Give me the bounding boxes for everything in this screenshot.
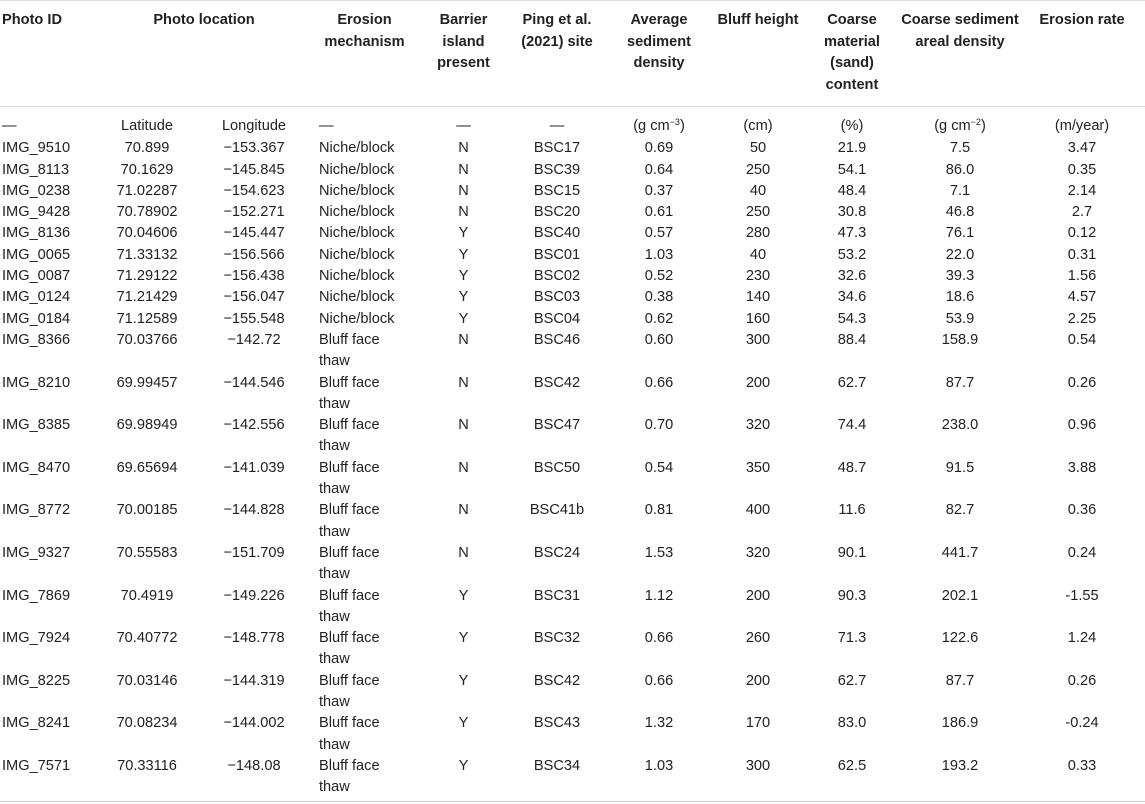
cell-bluff-height: 200 xyxy=(745,374,771,391)
cell-ping-site: BSC17 xyxy=(533,140,581,157)
header-ping-site: Ping et al. (2021) site xyxy=(509,1,605,107)
cell-barrier-island: Y xyxy=(458,310,469,327)
cell-average-density: 0.81 xyxy=(644,502,674,519)
cell-ping-site: BSC43 xyxy=(533,715,581,732)
cell-latitude: 70.00185 xyxy=(116,502,178,519)
cell-erosion-mechanism: Bluff face thaw xyxy=(319,459,380,498)
cell-ping-site: BSC42 xyxy=(533,672,581,689)
cell-longitude: −152.271 xyxy=(223,204,285,221)
cell-coarse-areal-density: 86.0 xyxy=(945,161,975,178)
cell-coarse-areal-density: 39.3 xyxy=(945,268,975,285)
cell-coarse-areal-density: 76.1 xyxy=(945,225,975,242)
cell-bluff-height: 200 xyxy=(745,672,771,689)
cell-coarse-content: 32.6 xyxy=(837,268,867,285)
cell-coarse-areal-density: 7.5 xyxy=(949,140,971,157)
cell-ping-site: BSC03 xyxy=(533,289,581,306)
cell-average-density: 1.53 xyxy=(644,544,674,561)
cell-average-density: 0.57 xyxy=(644,225,674,242)
cell-longitude: −156.438 xyxy=(223,268,285,285)
cell-erosion-mechanism: Niche/block xyxy=(319,225,395,242)
cell-erosion-mechanism: Bluff face thaw xyxy=(319,502,380,540)
cell-bluff-height: 260 xyxy=(745,630,771,647)
cell-coarse-content: 34.6 xyxy=(837,289,867,306)
cell-latitude: 70.08234 xyxy=(116,715,178,732)
units-row xyxy=(0,107,1145,139)
header-average-density: Average sediment density xyxy=(605,1,713,107)
cell-latitude: 70.4919 xyxy=(120,587,174,604)
table-body xyxy=(0,107,1145,802)
cell-erosion-mechanism: Bluff face thaw xyxy=(319,587,380,625)
cell-erosion-mechanism: Niche/block xyxy=(319,140,395,157)
cell-coarse-areal-density: 186.9 xyxy=(941,715,979,732)
cell-latitude: 70.55583 xyxy=(116,544,178,561)
cell-average-density: 1.03 xyxy=(644,246,674,263)
cell-longitude: −144.546 xyxy=(223,374,285,391)
cell-photo-id: IMG_8772 xyxy=(2,502,71,519)
cell-barrier-island: N xyxy=(458,459,469,476)
cell-erosion-rate: 0.96 xyxy=(1067,417,1097,434)
cell-photo-id: IMG_8113 xyxy=(2,161,70,178)
cell-barrier-island: N xyxy=(458,544,469,561)
cell-barrier-island: Y xyxy=(458,587,469,604)
unit-bluff-height: (cm) xyxy=(743,118,773,134)
cell-coarse-content: 54.3 xyxy=(837,310,867,327)
cell-coarse-areal-density: 18.6 xyxy=(945,289,975,306)
cell-barrier-island: Y xyxy=(458,246,469,263)
cell-longitude: −144.828 xyxy=(223,502,285,519)
cell-coarse-areal-density: 202.1 xyxy=(941,587,979,604)
cell-barrier-island: Y xyxy=(418,756,509,801)
cell-erosion-mechanism: Bluff face thaw xyxy=(319,374,380,412)
cell-latitude: 69.99457 xyxy=(116,374,178,391)
cell-bluff-height: 400 xyxy=(745,502,771,519)
cell-bluff-height: 280 xyxy=(745,225,771,242)
cell-average-density: 0.66 xyxy=(644,672,674,689)
unit-coarse-areal-density: (g $cm^{-2}$) xyxy=(934,117,986,134)
header-barrier-island: Barrier island present xyxy=(418,1,509,107)
cell-coarse-areal-density: 87.7 xyxy=(945,672,975,689)
cell-erosion-mechanism: Bluff face thaw xyxy=(319,715,380,753)
cell-coarse-areal-density: 46.8 xyxy=(945,204,975,221)
cell-erosion-mechanism: Bluff face thaw xyxy=(311,756,418,801)
cell-longitude: −148.778 xyxy=(223,630,285,647)
cell-average-density: 0.38 xyxy=(644,289,674,306)
cell-average-density: 0.60 xyxy=(644,331,674,348)
cell-coarse-areal-density: 22.0 xyxy=(945,246,975,263)
cell-erosion-mechanism: Niche/block xyxy=(319,182,395,199)
header-bluff-height: Bluff height xyxy=(713,1,803,107)
table-row xyxy=(0,713,1145,756)
cell-erosion-rate: 0.24 xyxy=(1067,544,1097,561)
cell-coarse-content: 54.1 xyxy=(837,161,867,178)
header-coarse-areal-density: Coarse sediment areal density xyxy=(901,1,1019,107)
cell-latitude: 71.29122 xyxy=(116,268,178,285)
table-row xyxy=(0,245,1145,266)
cell-erosion-mechanism: Niche/block xyxy=(319,246,395,263)
cell-average-density: 1.32 xyxy=(644,715,674,732)
cell-coarse-content: 62.7 xyxy=(837,374,867,391)
cell-erosion-rate: 0.33 xyxy=(1019,756,1145,801)
cell-coarse-areal-density: 193.2 xyxy=(901,756,1019,801)
cell-barrier-island: Y xyxy=(458,289,469,306)
cell-ping-site: BSC02 xyxy=(533,268,581,285)
cell-coarse-content: 48.4 xyxy=(837,182,867,199)
cell-average-density: 0.52 xyxy=(644,268,674,285)
cell-longitude: −156.047 xyxy=(223,289,285,306)
cell-erosion-mechanism: Bluff face thaw xyxy=(319,331,380,370)
cell-coarse-content: 21.9 xyxy=(837,140,867,157)
cell-ping-site: BSC34 xyxy=(509,756,605,801)
cell-latitude: 71.21429 xyxy=(116,289,178,306)
table-row xyxy=(0,373,1145,416)
cell-erosion-rate: 3.47 xyxy=(1067,140,1097,157)
unit-photo-id: — xyxy=(2,118,17,134)
cell-longitude: −144.319 xyxy=(223,672,285,689)
cell-erosion-rate: 0.36 xyxy=(1067,502,1097,519)
cell-latitude: 71.33132 xyxy=(116,246,178,263)
cell-erosion-mechanism: Bluff face thaw xyxy=(319,672,380,711)
cell-erosion-rate: 0.26 xyxy=(1067,672,1097,689)
cell-photo-id: IMG_0087 xyxy=(2,268,71,285)
cell-photo-id: IMG_7571 xyxy=(0,756,97,801)
cell-photo-id: IMG_8241 xyxy=(2,715,71,732)
unit-latitude: Latitude xyxy=(121,118,173,134)
cell-photo-id: IMG_9428 xyxy=(2,204,71,221)
cell-erosion-mechanism: Niche/block xyxy=(319,268,395,285)
cell-erosion-rate: 4.57 xyxy=(1067,289,1097,306)
cell-coarse-areal-density: 158.9 xyxy=(941,331,979,348)
cell-bluff-height: 300 xyxy=(713,756,803,801)
cell-coarse-areal-density: 122.6 xyxy=(941,630,979,647)
cell-latitude: 69.98949 xyxy=(116,417,178,434)
table-row xyxy=(0,266,1145,287)
cell-average-density: 0.64 xyxy=(644,161,674,178)
cell-erosion-rate: 2.14 xyxy=(1067,182,1097,199)
cell-longitude: −144.002 xyxy=(223,715,285,732)
cell-latitude: 71.02287 xyxy=(116,182,178,199)
cell-coarse-content: 71.3 xyxy=(837,630,867,647)
cell-longitude: −145.845 xyxy=(223,161,285,178)
cell-ping-site: BSC40 xyxy=(533,225,581,242)
cell-bluff-height: 320 xyxy=(745,417,771,434)
cell-erosion-rate: 1.56 xyxy=(1067,268,1097,285)
cell-average-density: 0.37 xyxy=(644,182,674,199)
cell-latitude: 69.65694 xyxy=(116,459,178,476)
cell-longitude: −145.447 xyxy=(223,225,285,242)
cell-coarse-content: 88.4 xyxy=(837,331,867,348)
cell-photo-id: IMG_7924 xyxy=(2,630,71,647)
cell-erosion-rate: 2.7 xyxy=(1071,204,1093,221)
cell-longitude: −142.72 xyxy=(227,331,281,348)
cell-barrier-island: N xyxy=(458,182,469,199)
cell-longitude: −141.039 xyxy=(223,459,285,476)
header-erosion-mechanism: Erosion mechanism xyxy=(311,1,418,107)
cell-longitude: −155.548 xyxy=(223,310,285,327)
table-row xyxy=(0,415,1145,458)
cell-barrier-island: N xyxy=(458,331,469,348)
cell-ping-site: BSC01 xyxy=(533,246,581,263)
table-row xyxy=(0,671,1145,714)
cell-photo-id: IMG_8385 xyxy=(2,417,71,434)
cell-coarse-areal-density: 7.1 xyxy=(949,182,971,199)
cell-bluff-height: 250 xyxy=(745,161,771,178)
table-row xyxy=(0,756,1145,801)
cell-ping-site: BSC39 xyxy=(533,161,581,178)
cell-photo-id: IMG_8366 xyxy=(2,331,71,348)
cell-ping-site: BSC32 xyxy=(533,630,581,647)
cell-coarse-areal-density: 82.7 xyxy=(945,502,975,519)
cell-coarse-content: 53.2 xyxy=(837,246,867,263)
cell-bluff-height: 250 xyxy=(745,204,771,221)
cell-coarse-content: 90.3 xyxy=(837,587,867,604)
cell-photo-id: IMG_7869 xyxy=(2,587,71,604)
table-row xyxy=(0,160,1145,181)
cell-erosion-mechanism: Niche/block xyxy=(319,161,395,178)
table-row xyxy=(0,309,1145,330)
cell-barrier-island: Y xyxy=(458,672,469,689)
cell-coarse-content: 74.4 xyxy=(837,417,867,434)
cell-erosion-mechanism: Bluff face thaw xyxy=(319,630,380,668)
table-row xyxy=(0,628,1145,671)
unit-erosion-mechanism: — xyxy=(319,118,334,134)
cell-barrier-island: N xyxy=(458,161,469,178)
cell-latitude: 70.40772 xyxy=(116,630,178,647)
table-row xyxy=(0,287,1145,308)
cell-bluff-height: 50 xyxy=(749,140,767,157)
unit-average-density: (g $cm^{-3}$) xyxy=(633,117,685,134)
cell-bluff-height: 40 xyxy=(749,182,767,199)
unit-ping-site: — xyxy=(549,118,565,134)
cell-erosion-mechanism: Bluff face thaw xyxy=(319,544,380,583)
table-row xyxy=(0,138,1145,159)
cell-erosion-mechanism: Niche/block xyxy=(319,204,395,221)
cell-ping-site: BSC47 xyxy=(533,417,581,434)
table-row xyxy=(0,458,1145,501)
cell-erosion-rate: 0.54 xyxy=(1067,331,1097,348)
cell-barrier-island: Y xyxy=(458,225,469,242)
header-erosion-rate: Erosion rate xyxy=(1019,1,1145,107)
cell-longitude: −142.556 xyxy=(223,417,285,434)
unit-erosion-rate: (m/year) xyxy=(1054,118,1110,134)
cell-latitude: 71.12589 xyxy=(116,310,178,327)
cell-coarse-content: 62.5 xyxy=(803,756,901,801)
cell-ping-site: BSC31 xyxy=(533,587,581,604)
cell-coarse-areal-density: 87.7 xyxy=(945,374,975,391)
cell-longitude: −156.566 xyxy=(223,246,285,263)
cell-bluff-height: 230 xyxy=(745,268,771,285)
cell-barrier-island: Y xyxy=(458,715,469,732)
cell-coarse-areal-density: 441.7 xyxy=(941,544,979,561)
table-row xyxy=(0,330,1145,373)
header-coarse-content: Coarse material (sand) content xyxy=(803,1,901,107)
cell-average-density: 0.62 xyxy=(644,310,674,327)
cell-photo-id: IMG_8136 xyxy=(2,225,71,242)
cell-barrier-island: N xyxy=(458,374,469,391)
cell-erosion-rate: 1.24 xyxy=(1067,630,1097,647)
cell-ping-site: BSC20 xyxy=(533,204,581,221)
cell-photo-id: IMG_8225 xyxy=(2,672,71,689)
cell-coarse-areal-density: 53.9 xyxy=(945,310,975,327)
cell-latitude: 70.03766 xyxy=(116,331,178,348)
cell-erosion-mechanism: Niche/block xyxy=(319,310,395,327)
table-row xyxy=(0,500,1145,543)
cell-erosion-rate: 0.12 xyxy=(1067,225,1097,242)
cell-coarse-content: 90.1 xyxy=(837,544,867,561)
cell-photo-id: IMG_0184 xyxy=(2,310,71,327)
cell-barrier-island: N xyxy=(458,502,469,519)
cell-average-density: 0.66 xyxy=(644,630,674,647)
cell-photo-id: IMG_8470 xyxy=(2,459,71,476)
cell-coarse-content: 11.6 xyxy=(838,502,866,519)
cell-erosion-mechanism: Niche/block xyxy=(319,289,395,306)
cell-barrier-island: N xyxy=(458,204,469,221)
cell-longitude: −151.709 xyxy=(223,544,285,561)
cell-bluff-height: 40 xyxy=(749,246,767,263)
cell-ping-site: BSC46 xyxy=(533,331,581,348)
cell-latitude: 70.03146 xyxy=(116,672,178,689)
cell-bluff-height: 200 xyxy=(745,587,771,604)
header-photo-id: Photo ID xyxy=(0,1,97,107)
cell-average-density: 0.61 xyxy=(644,204,674,221)
cell-coarse-content: 83.0 xyxy=(837,715,867,732)
cell-ping-site: BSC15 xyxy=(533,182,581,199)
cell-bluff-height: 170 xyxy=(745,715,771,732)
cell-barrier-island: Y xyxy=(458,268,469,285)
cell-coarse-content: 62.7 xyxy=(837,672,867,689)
cell-bluff-height: 140 xyxy=(745,289,771,306)
cell-bluff-height: 350 xyxy=(745,459,771,476)
cell-latitude: 70.33116 xyxy=(97,756,197,801)
cell-latitude: 70.78902 xyxy=(116,204,178,221)
cell-latitude: 70.899 xyxy=(124,140,170,157)
cell-photo-id: IMG_9510 xyxy=(2,140,71,157)
cell-erosion-mechanism: Bluff face thaw xyxy=(319,417,380,455)
header-photo-location: Photo location xyxy=(97,1,311,107)
unit-coarse-content: (%) xyxy=(840,118,864,134)
cell-coarse-areal-density: 91.5 xyxy=(945,459,975,476)
cell-average-density: 1.12 xyxy=(644,587,674,604)
table-row xyxy=(0,202,1145,223)
cell-ping-site: BSC24 xyxy=(533,544,581,561)
cell-erosion-rate: 2.25 xyxy=(1067,310,1097,327)
cell-erosion-rate: 3.88 xyxy=(1067,459,1097,476)
cell-barrier-island: Y xyxy=(458,630,469,647)
cell-coarse-content: 48.7 xyxy=(837,459,867,476)
cell-ping-site: BSC04 xyxy=(533,310,581,327)
cell-bluff-height: 300 xyxy=(745,331,771,348)
cell-longitude: −148.08 xyxy=(197,756,311,801)
cell-erosion-rate: 0.31 xyxy=(1067,246,1097,263)
cell-average-density: 0.54 xyxy=(644,459,674,476)
table-row xyxy=(0,181,1145,202)
cell-photo-id: IMG_9327 xyxy=(2,544,71,561)
table-row xyxy=(0,223,1145,244)
unit-longitude: Longitude xyxy=(221,118,287,134)
cell-barrier-island: N xyxy=(458,417,469,434)
cell-erosion-rate: 0.26 xyxy=(1067,374,1097,391)
cell-average-density: 0.66 xyxy=(644,374,674,391)
table-row xyxy=(0,586,1145,629)
cell-erosion-rate: 0.35 xyxy=(1067,161,1097,178)
table-header xyxy=(0,1,1145,107)
cell-bluff-height: 160 xyxy=(745,310,771,327)
cell-bluff-height: 320 xyxy=(745,544,771,561)
cell-coarse-content: 30.8 xyxy=(837,204,867,221)
cell-photo-id: IMG_0124 xyxy=(2,289,71,306)
cell-photo-id: IMG_0238 xyxy=(2,182,71,199)
cell-erosion-rate: -1.55 xyxy=(1065,587,1099,604)
cell-latitude: 70.1629 xyxy=(120,161,174,178)
cell-ping-site: BSC42 xyxy=(533,374,581,391)
cell-average-density: 0.70 xyxy=(644,417,674,434)
unit-barrier-island: — xyxy=(456,118,471,134)
cell-photo-id: IMG_8210 xyxy=(2,374,71,391)
cell-average-density: 1.03 xyxy=(605,756,713,801)
cell-coarse-areal-density: 238.0 xyxy=(941,417,979,434)
cell-photo-id: IMG_0065 xyxy=(2,246,71,263)
table-row xyxy=(0,543,1145,586)
cell-barrier-island: N xyxy=(458,140,469,157)
cell-longitude: −149.226 xyxy=(223,587,285,604)
cell-ping-site: BSC41b xyxy=(529,502,585,519)
cell-ping-site: BSC50 xyxy=(533,459,581,476)
cell-longitude: −154.623 xyxy=(223,182,285,199)
cell-average-density: 0.69 xyxy=(644,140,674,157)
cell-latitude: 70.04606 xyxy=(116,225,178,242)
cell-longitude: −153.367 xyxy=(223,140,285,157)
cell-coarse-content: 47.3 xyxy=(837,225,867,242)
cell-erosion-rate: -0.24 xyxy=(1065,715,1099,732)
